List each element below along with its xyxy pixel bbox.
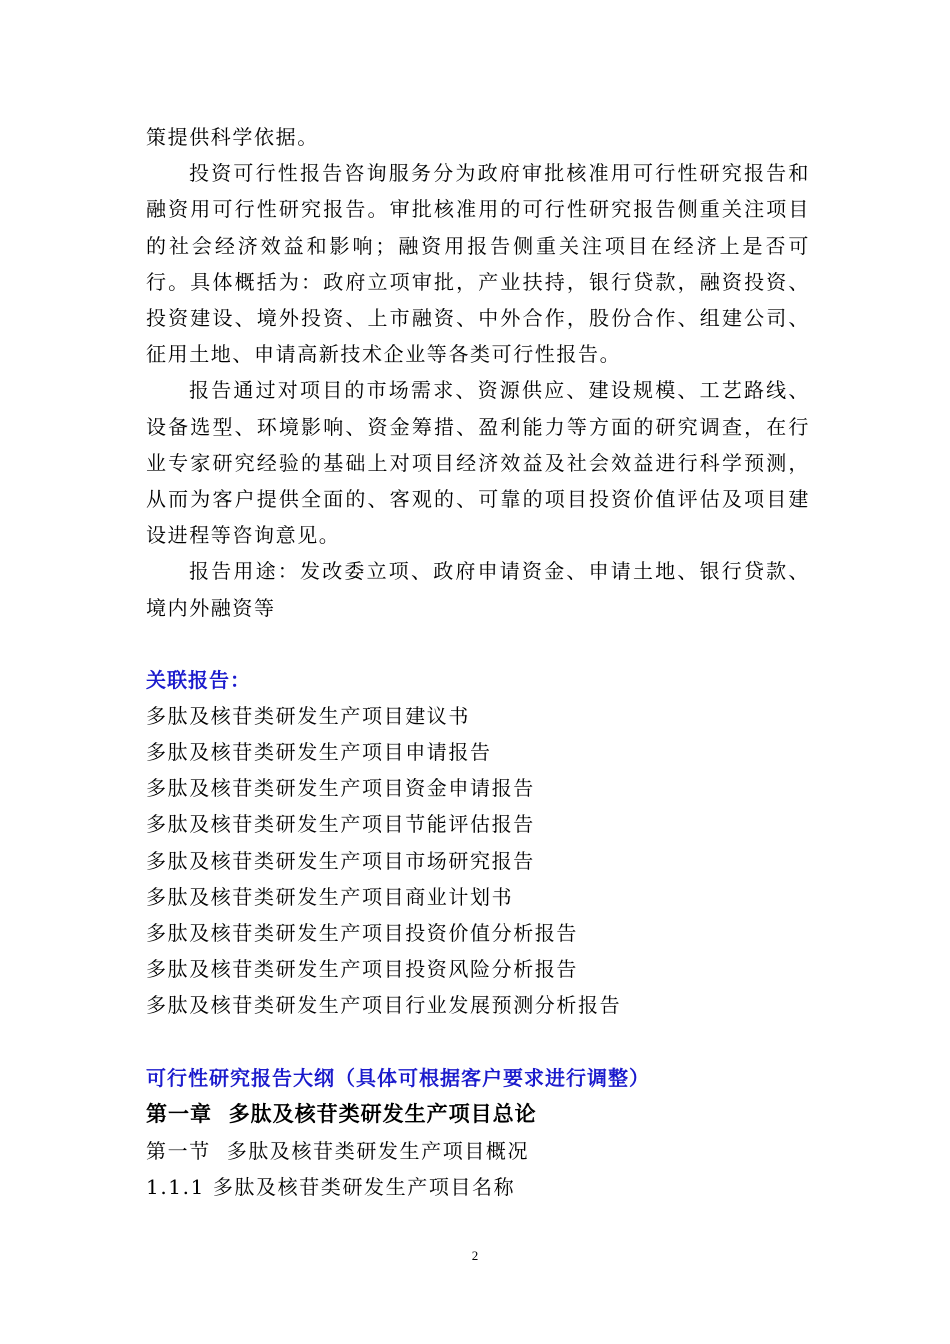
paragraph-report-usage: 报告用途：发改委立项、政府申请资金、申请土地、银行贷款、境内外融资等 (146, 559, 810, 620)
related-report-item: 多肽及核苷类研发生产项目资金申请报告 (146, 776, 535, 801)
related-report-item: 多肽及核苷类研发生产项目行业发展预测分析报告 (146, 993, 622, 1018)
outline-heading: 可行性研究报告大纲（具体可根据客户要求进行调整） (146, 1065, 650, 1090)
subsection-title: 1.1.1 多肽及核苷类研发生产项目名称 (146, 1174, 516, 1199)
section-title: 第一节 多肽及核苷类研发生产项目概况 (146, 1138, 530, 1163)
page-body (146, 119, 810, 1205)
spacer (146, 1024, 810, 1060)
paragraph-report-approach: 报告通过对项目的市场需求、资源供应、建设规模、工艺路线、设备选型、环境影响、资金筹措、盈利能力等方面的研究调查，在行业专家研究经验的基础上对项目经济效益及社会效益进行科学预测，从而为客户提供全面的、客观的、可靠的项目投资价值评估及项目建设进程等咨询意见。 (146, 378, 810, 548)
spacer (146, 626, 810, 662)
related-report-item: 多肽及核苷类研发生产项目建议书 (146, 703, 470, 728)
related-reports-heading: 关联报告： (146, 667, 251, 692)
related-report-item: 多肽及核苷类研发生产项目市场研究报告 (146, 848, 535, 873)
related-report-item: 多肽及核苷类研发生产项目节能评估报告 (146, 812, 535, 837)
related-report-item: 多肽及核苷类研发生产项目投资价值分析报告 (146, 921, 578, 946)
related-report-item: 多肽及核苷类研发生产项目商业计划书 (146, 884, 514, 909)
related-report-item: 多肽及核苷类研发生产项目申请报告 (146, 740, 492, 765)
page-number: 2 (471, 1248, 479, 1263)
paragraph-consulting-service: 投资可行性报告咨询服务分为政府审批核准用可行性研究报告和融资用可行性研究报告。审批核准用的可行性研究报告侧重关注项目的社会经济效益和影响；融资用报告侧重关注项目在经济上是否可行。具体概括为：政府立项审批，产业扶持，银行贷款，融资投资、投资建设、境外投资、上市融资、中外合作，股份合作、组建公司、征用土地、申请高新技术企业等各类可行性报告。 (146, 161, 810, 367)
related-reports-list (146, 698, 810, 1024)
related-report-item: 多肽及核苷类研发生产项目投资风险分析报告 (146, 957, 578, 982)
paragraph-continuation: 策提供科学依据。 (146, 125, 319, 149)
chapter-title: 第一章 多肽及核苷类研发生产项目总论 (146, 1101, 537, 1126)
